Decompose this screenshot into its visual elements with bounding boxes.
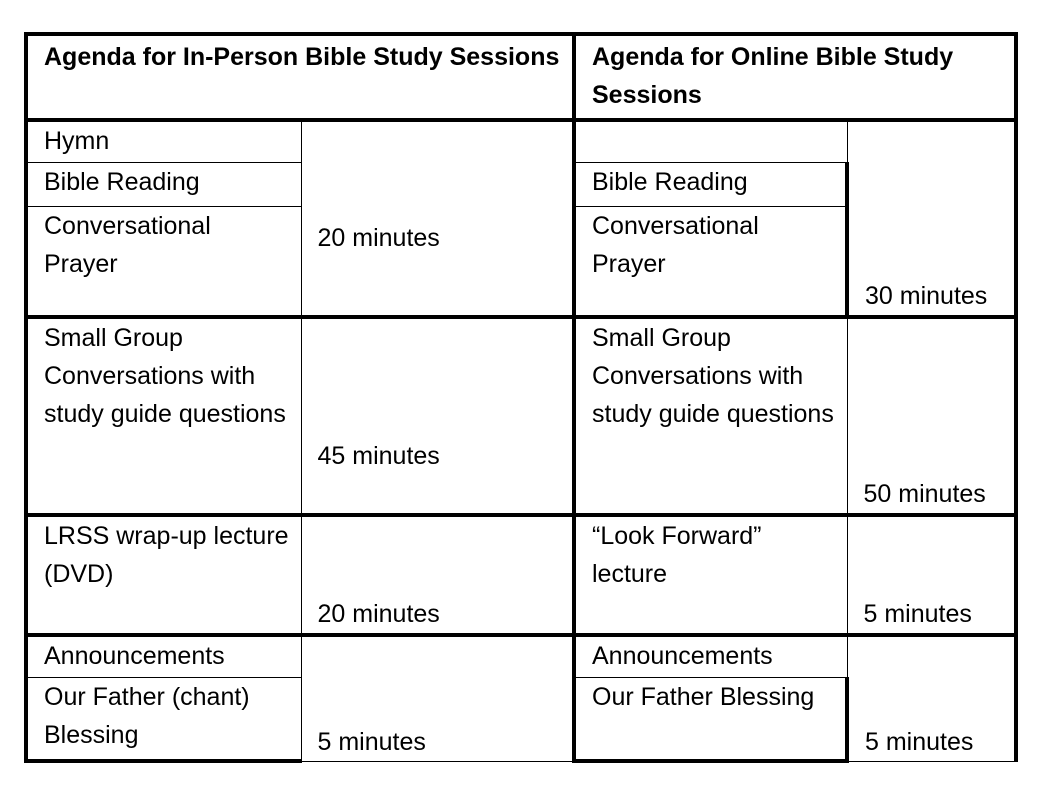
table-row	[26, 635, 1016, 677]
in-person-duration: 5 minutes	[301, 635, 574, 761]
in-person-item-wrap-up-lecture: LRSS wrap-up lecture (DVD)	[26, 515, 301, 635]
table-row	[26, 515, 1016, 635]
online-item-bible-reading: Bible Reading	[574, 162, 847, 206]
online-duration: 30 minutes	[847, 120, 1016, 317]
in-person-item-our-father-blessing: Our Father (chant) Blessing	[26, 677, 301, 761]
online-duration: 5 minutes	[847, 515, 1016, 635]
table-row	[26, 317, 1016, 515]
agenda-table	[24, 32, 1018, 763]
online-item-small-group: Small Group Conversations with study guide questions	[574, 317, 847, 515]
in-person-agenda-header: Agenda for In-Person Bible Study Sessions	[26, 34, 574, 120]
in-person-item-hymn: Hymn	[26, 120, 301, 162]
table-row	[26, 120, 1016, 162]
online-item-blank	[574, 120, 847, 162]
online-item-our-father-blessing: Our Father Blessing	[574, 677, 847, 761]
header-row	[26, 34, 1016, 120]
online-item-conversational-prayer: Conversational Prayer	[574, 206, 847, 317]
in-person-duration: 20 minutes	[301, 120, 574, 317]
online-duration: 50 minutes	[847, 317, 1016, 515]
in-person-item-announcements: Announcements	[26, 635, 301, 677]
in-person-item-small-group: Small Group Conversations with study guide questions	[26, 317, 301, 515]
in-person-duration: 20 minutes	[301, 515, 574, 635]
online-item-look-forward-lecture: “Look Forward” lecture	[574, 515, 847, 635]
online-agenda-header: Agenda for Online Bible Study Sessions	[574, 34, 1016, 120]
online-duration: 5 minutes	[847, 635, 1016, 761]
online-item-announcements: Announcements	[574, 635, 847, 677]
in-person-item-bible-reading: Bible Reading	[26, 162, 301, 206]
in-person-item-conversational-prayer: Conversational Prayer	[26, 206, 301, 317]
in-person-duration: 45 minutes	[301, 317, 574, 515]
